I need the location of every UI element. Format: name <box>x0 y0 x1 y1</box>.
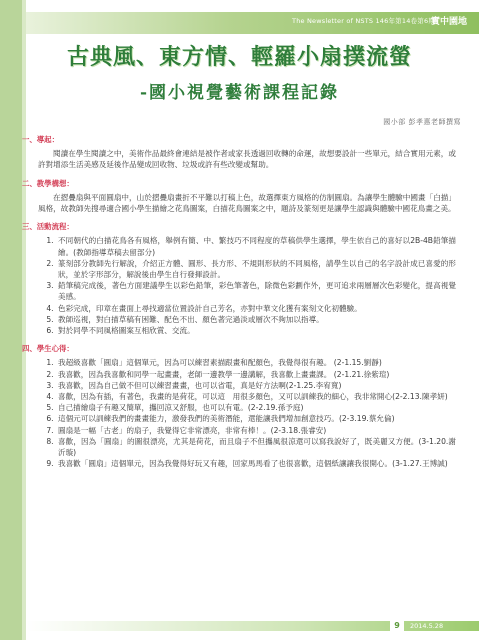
section-heading-concept: 二、教學構想： <box>22 178 74 188</box>
list-item: 2. 篆刻部分教師先行解說，介紹正方體、圓形、長方形、不規則形狀的不同風格，請學生以自己的名字設計成已喜愛的形狀，並於字形部分，解說後由學生自行發揮設計。 <box>56 258 456 280</box>
author-byline: 國小部 彭孝惠老師撰寫 <box>383 118 461 126</box>
article-subtitle: -國小視覺藝術課程記錄 <box>139 83 340 103</box>
list-item: 3. 我喜歡，因為自己做不但可以練習畫畫，也可以省電，真是好方法啊(2-1.25.李宥寬) <box>56 380 456 391</box>
list-item: 1. 不同朝代的白描花鳥各有風格，舉例有簡、中、繁技巧不同程度的草稿供學生選擇，學生依自己的喜好以2B-4B鉛筆描繪。(教師指導草稿去留部分) <box>56 235 456 257</box>
list-item: 3. 鉛筆稿完成後，著色方面建議學生以彩色鉛筆，彩色筆著色，除微色彩劃作外，更可追求兩層層次色彩變化，提高視覺美感。 <box>56 280 456 302</box>
list-item: 8. 喜歡，因為「圓扇」的圖很漂亮，尤其是荷花，而且扇子不但攜風很涼還可以寫我說好了，既美麗又方便。(3-1.20.謝沂璇) <box>56 436 456 458</box>
newsletter-name: The Newsletter of NSTS 146年第14卷第6期 <box>292 17 435 25</box>
list-item: 4. 喜歡，因為有插，有著色，我畫的是荷花，可以這 用很多顏色，又可以訓練我的細心，我非常開心(2-2.13.陳孝妍) <box>56 391 456 402</box>
list-item: 7. 圓扇是一幅「古老」的扇子，我覺得它非常漂亮，非常有棒！。(2-3.18.張睿安) <box>56 425 456 436</box>
section-paragraph: 閱讀在學生閱讀之中，美術作品最終會連結是被作者或家長透過回收轉的命運，故想要設計一些單元，結合實用元素，或許對增添生活美感及延後作品變成回收物、垃圾或許有些改變或幫助。 <box>38 149 456 170</box>
section-paragraph: 在摺疊扇與平面圓扇中，山於摺疊扇畫折不平難以打稿上色，故選擇東方風格的仿制圓扇。為讓學生體驗中國畫「白描」風格，故教師先搜尋適合國小學生描繪之花鳥圖案，白描花鳥圖案之中，題詩及篆刻更是讓學生認識與體驗中國花鳥畫之美。 <box>38 192 456 214</box>
process-list <box>38 235 456 336</box>
article-body <box>22 134 456 469</box>
list-item: 6. 這個元可以訓練我們的畫畫能力，激發我們的美術潛能，還能讓我們增加創意技巧。(2-3.19.蔡允倫) <box>56 413 456 424</box>
list-item: 1. 我超級喜歡「圓扇」這個單元，因為可以練習素描跟畫和配顏色，我覺得很有趣。 (2-1.15.劉靜) <box>56 357 456 368</box>
list-item: 4. 色彩完成，印章在畫面上尋找適當位置設計自己芳名，亦對中華文化獲有案刻文化初體驗。 <box>56 303 456 314</box>
section-heading-feedback: 四、學生心得： <box>22 344 74 354</box>
list-item: 9. 我喜歡「圓扇」這個單元，因為我覺得好玩又有趣，回家馬馬看了也很喜歡，這個紙讓讓我很開心。(3-1.27.王博誠) <box>56 458 456 469</box>
footer-date: 2014.5.28 <box>410 622 444 630</box>
list-item: 5. 自己描繪扇子有趣又簡單，攜回涼又舒服，也可以有電。(2-2.19.孫予庭) <box>56 402 456 413</box>
list-item: 2. 我喜歡，因為我喜歡和同學一起畫畫，老師一邊教學一邊講解，我喜歡上畫畫課。 (2-1.21.徐紫瑄) <box>56 369 456 380</box>
list-item: 6. 對於同學不同風格圖案互相欣賞、交流。 <box>56 325 456 336</box>
feedback-list <box>38 357 456 469</box>
article-title: 古典風、東方情、輕羅小扇撲流螢 <box>66 44 412 70</box>
list-item: 5. 教師巡視，對白描草稿有困難、配色不出、顏色著完過淡或層次不夠加以指導。 <box>56 314 456 325</box>
section-heading-intro: 一、導起： <box>22 135 59 144</box>
section-heading-process: 三、活動流程： <box>22 222 74 232</box>
column-brand: 實中園地 <box>430 17 467 27</box>
page-number: 9 <box>390 620 404 632</box>
